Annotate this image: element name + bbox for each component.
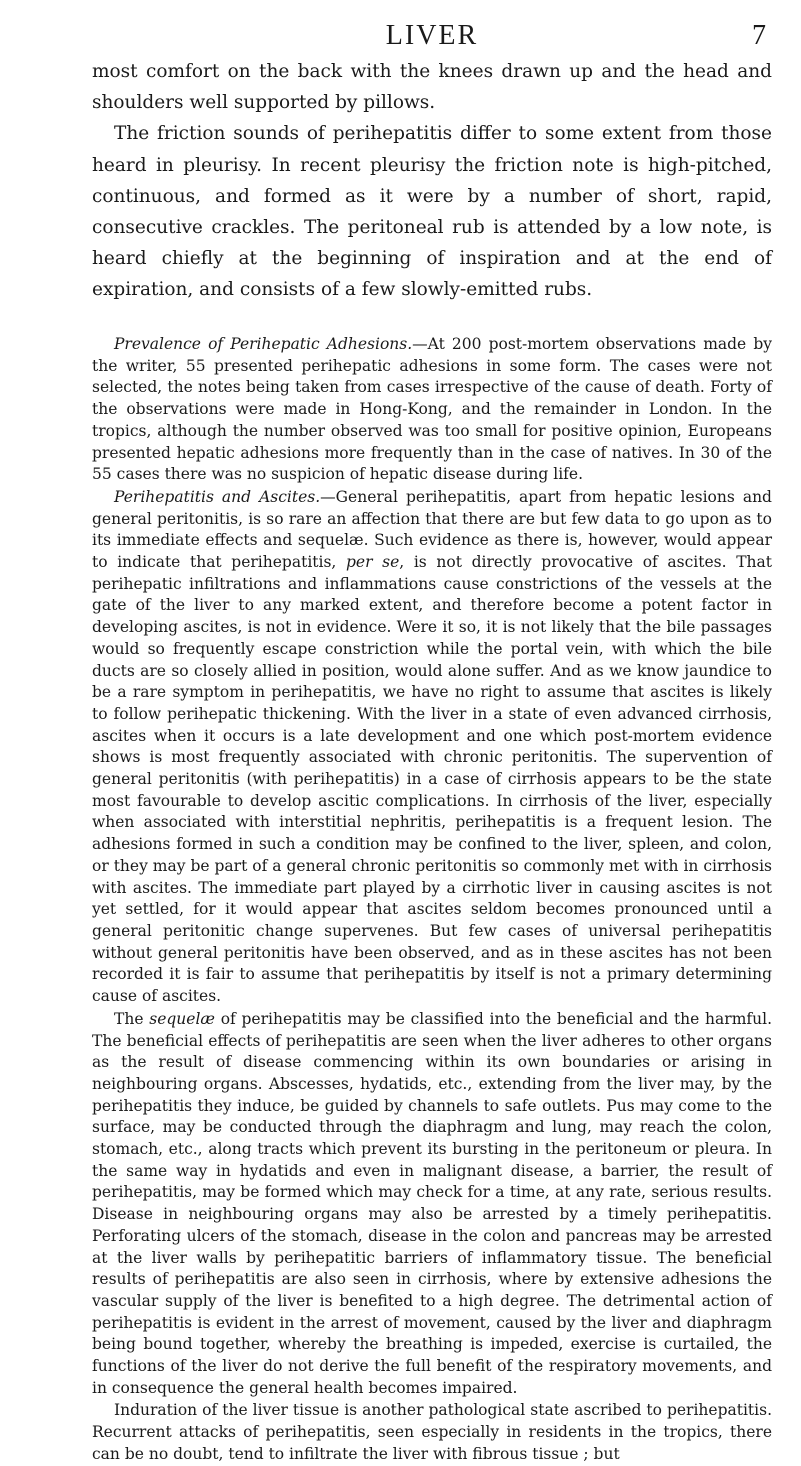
continued-paragraph: most comfort on the back with the knees drawn up and the head and shoulders well supported by pillows. — [92, 61, 772, 114]
prevalence-text: —At 200 post-mortem observations made by the writer, 55 presented perihepatic adhesions in some form. The cases were not selected, the notes being taken from cases irrespective of the cause of death. Forty of the observations were made in Hong-Kong, and the remainder in London. In the tropics, although the number observed was too small for positive opinion, Europeans presented hepatic adhesions more frequently than in the case of natives. In 30 of the 55 cases there was no suspicion of hepatic disease during life. — [92, 335, 772, 484]
prevalence-paragraph — [92, 334, 772, 486]
sequelae-text: of perihepatitis may be classified into the beneficial and the harmful. The beneficial effects of perihepatitis are seen when the liver adheres to other organs as the result of disease commencing within its own boundaries or arising in neighbouring organs. Abscesses, hydatids, etc., extending from the liver may, by the perihepatitis they induce, be guided by channels to safe outlets. Pus may come to the surface, may be conducted through the diaphragm and lung, may reach the colon, stomach, etc., along tracts which prevent its bursting in the peritoneum or pleura. In the same way in hydatids and even in malignant disease, a barrier, the result of perihepatitis, may be formed which may check for a time, at any rate, serious results. Disease in neighbouring organs may also be arrested by a timely perihepatitis. Perforating ulcers of the stomach, disease in the colon and pancreas may be arrested at the liver walls by perihepatitic barriers of inflammatory tissue. The beneficial results of perihepatitis are also seen in cirrhosis, where by extensive adhesions the vascular supply of the liver is benefited to a high degree. The detrimental action of perihepatitis is evident in the arrest of movement, caused by the liver and diaphragm being bound together, whereby the breathing is impeded, exercise is curtailed, the functions of the liver do not derive the full benefit of the respiratory movements, and in consequence the general health becomes impaired. — [92, 1009, 772, 1397]
friction-sounds-paragraph: The friction sounds of perihepatitis differ to some extent from those heard in pleurisy. In recent pleurisy the friction note is high-pitched, continuous, and formed as it were by a number of short, rapid, consecutive crackles. The peritoneal rub is attended by a low note, is heard chiefly at the beginning of inspiration and at the end of expiration, and consists of a few slowly-emitted rubs. — [92, 123, 772, 301]
small-type-section — [92, 334, 772, 1466]
running-header — [92, 14, 772, 54]
sequelae-paragraph — [92, 1009, 772, 1400]
running-title: LIVER — [385, 20, 479, 51]
latin-phrase: per se — [345, 553, 400, 572]
large-type-section — [92, 56, 772, 306]
ascites-paragraph — [92, 487, 772, 1008]
induration-paragraph: Induration of the liver tissue is another pathological state ascribed to perihepatitis. Recurrent attacks of perihepatitis, seen especially in residents in the tropics, there can be no doubt, tend to infiltrate the liver with fibrous tissue ; but — [92, 1401, 772, 1463]
ascites-text-1: —General perihepatitis, apart from hepatic lesions and general peritonitis, is so rare an affection that there are but few data to go upon as to its immediate effects and sequelæ. Such evidence as there is, however, would appear to indicate that perihepatitis, — [92, 487, 772, 572]
sequelae-lead: The — [114, 1009, 150, 1028]
page-number: 7 — [752, 20, 766, 51]
ascites-heading: Perihepatitis and Ascites. — [114, 487, 321, 506]
ascites-text-2: , is not directly provocative of ascites. That perihepatic infiltrations and inflammations cause constrictions of the vessels at the gate of the liver to any marked extent, and therefore become a potent factor in developing ascites, is not in evidence. Were it so, it is not likely that the bile passages would so frequently escape constriction while the portal vein, with which the bile ducts are so closely allied in position, would alone suffer. And as we know jaundice to be a rare symptom in perihepatitis, we have no right to assume that ascites is likely to follow perihepatic thickening. With the liver in a state of even advanced cirrhosis, ascites when it occurs is a late development and one which post-mortem evidence shows is most frequently associated with chronic peritonitis. The supervention of general peritonitis (with perihepatitis) in a case of cirrhosis appears to be the state most favourable to develop ascitic complications. In cirrhosis of the liver, especially when associated with interstitial nephritis, perihepatitis is a frequent lesion. The adhesions formed in such a condition may be confined to the liver, spleen, and colon, or they may be part of a general chronic peritonitis so commonly met with in cirrhosis with ascites. The immediate part played by a cirrhotic liver in causing ascites is not yet settled, for it would appear that ascites seldom becomes pronounced until a general peritonitic change supervenes. But few cases of universal perihepatitis without general peritonitis have been observed, and as in these ascites has not been recorded it is fair to assume that perihepatitis by itself is not a primary determining cause of ascites. — [92, 553, 772, 1006]
sequelae-term: sequelæ — [149, 1009, 215, 1028]
prevalence-heading: Prevalence of Perihepatic Adhesions. — [114, 335, 413, 353]
